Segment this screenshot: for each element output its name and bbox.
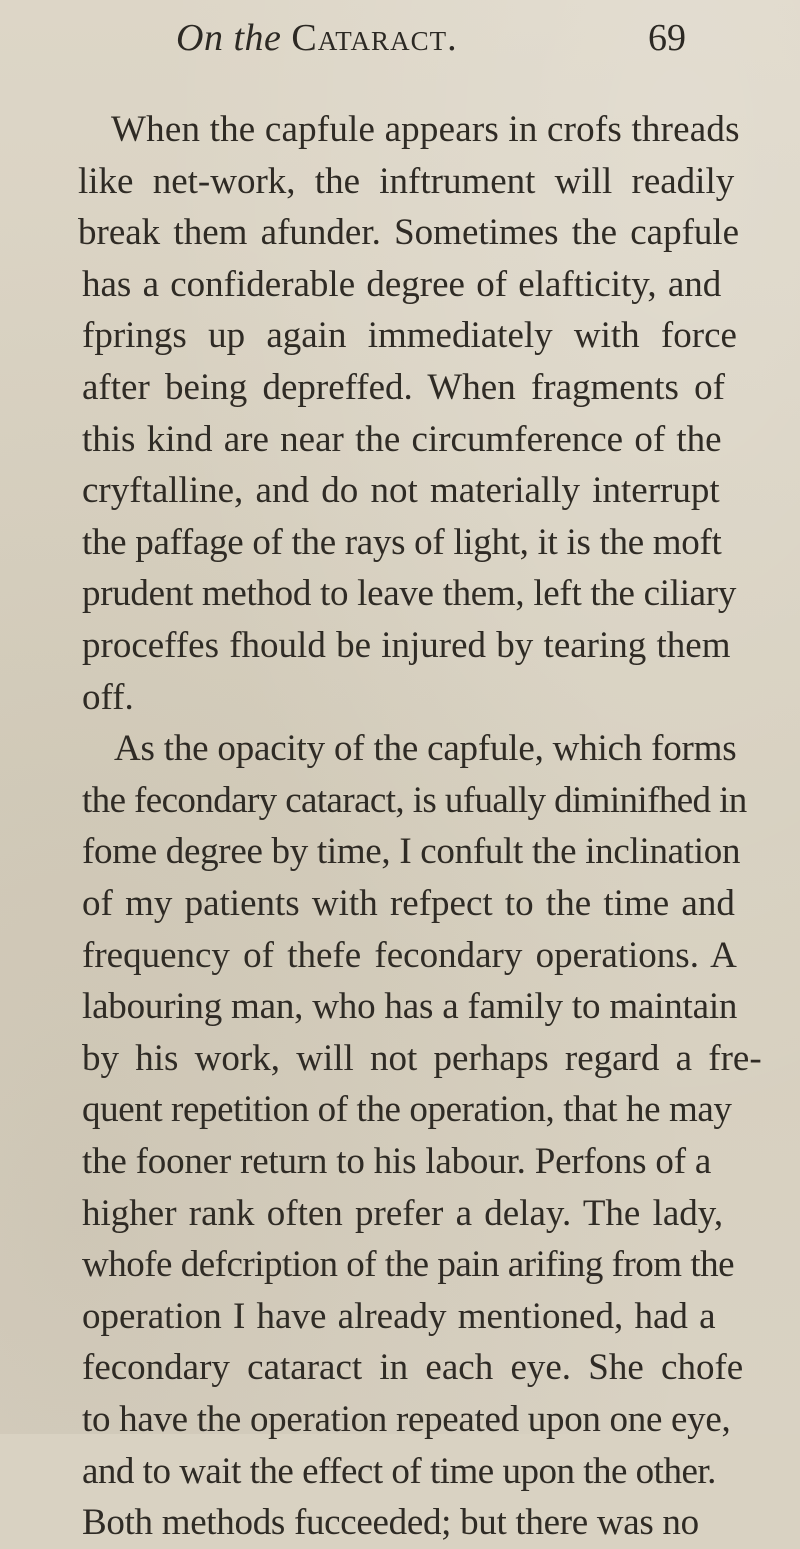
running-head-title-italic: On the [176, 17, 282, 59]
text-line: to have the operation repeated upon one eye, [82, 1399, 731, 1440]
text-line: the paffage of the rays of light, it is the moft [82, 522, 722, 563]
text-line: labouring man, who has a family to maintain [82, 986, 738, 1027]
text-line: the fecondary cataract, is ufually diminifhed in [82, 780, 747, 821]
text-line: whofe defcription of the pain arifing from the [82, 1244, 735, 1285]
text-line: this kind are near the circumference of the [82, 419, 722, 460]
text-line: fprings up again immediately with force [82, 315, 737, 356]
text-line: When the capfule appears in crofs threads [111, 109, 740, 150]
text-line: after being depreffed. When fragments of [82, 367, 725, 408]
text-line: like net-work, the inftrument will readily [78, 161, 735, 202]
running-head [0, 14, 800, 64]
text-line: As the opacity of the capfule, which forms [114, 728, 737, 769]
text-line: cryftalline, and do not materially interrupt [82, 470, 720, 511]
text-line: and to wait the effect of time upon the other. [82, 1451, 716, 1492]
text-line: quent repetition of the operation, that he may [82, 1089, 732, 1130]
running-head-title-smallcaps: Cataract. [291, 17, 458, 59]
text-line: the fooner return to his labour. Perfons of a [82, 1141, 712, 1182]
text-line: of my patients with refpect to the time and [82, 883, 735, 924]
text-line: proceffes fhould be injured by tearing them [82, 625, 731, 666]
text-line: break them afunder. Sometimes the capfule [78, 212, 740, 253]
page-number: 69 [648, 17, 686, 59]
text-line: frequency of thefe fecondary operations. A [82, 935, 737, 976]
text-line: higher rank often prefer a delay. The lady, [82, 1193, 724, 1234]
running-head-title [176, 16, 458, 60]
text-line: operation I have already mentioned, had a [82, 1296, 716, 1337]
text-line: prudent method to leave them, left the ciliary [82, 573, 737, 614]
text-line: by his work, will not perhaps regard a fre- [82, 1038, 762, 1079]
text-line: fome degree by time, I confult the inclination [82, 831, 741, 872]
text-line: fecondary cataract in each eye. She chofe [82, 1347, 744, 1388]
text-line: off. [82, 677, 134, 718]
text-line: has a confiderable degree of elafticity, and [82, 264, 722, 305]
text-line: Both methods fucceeded; but there was no [82, 1502, 699, 1543]
